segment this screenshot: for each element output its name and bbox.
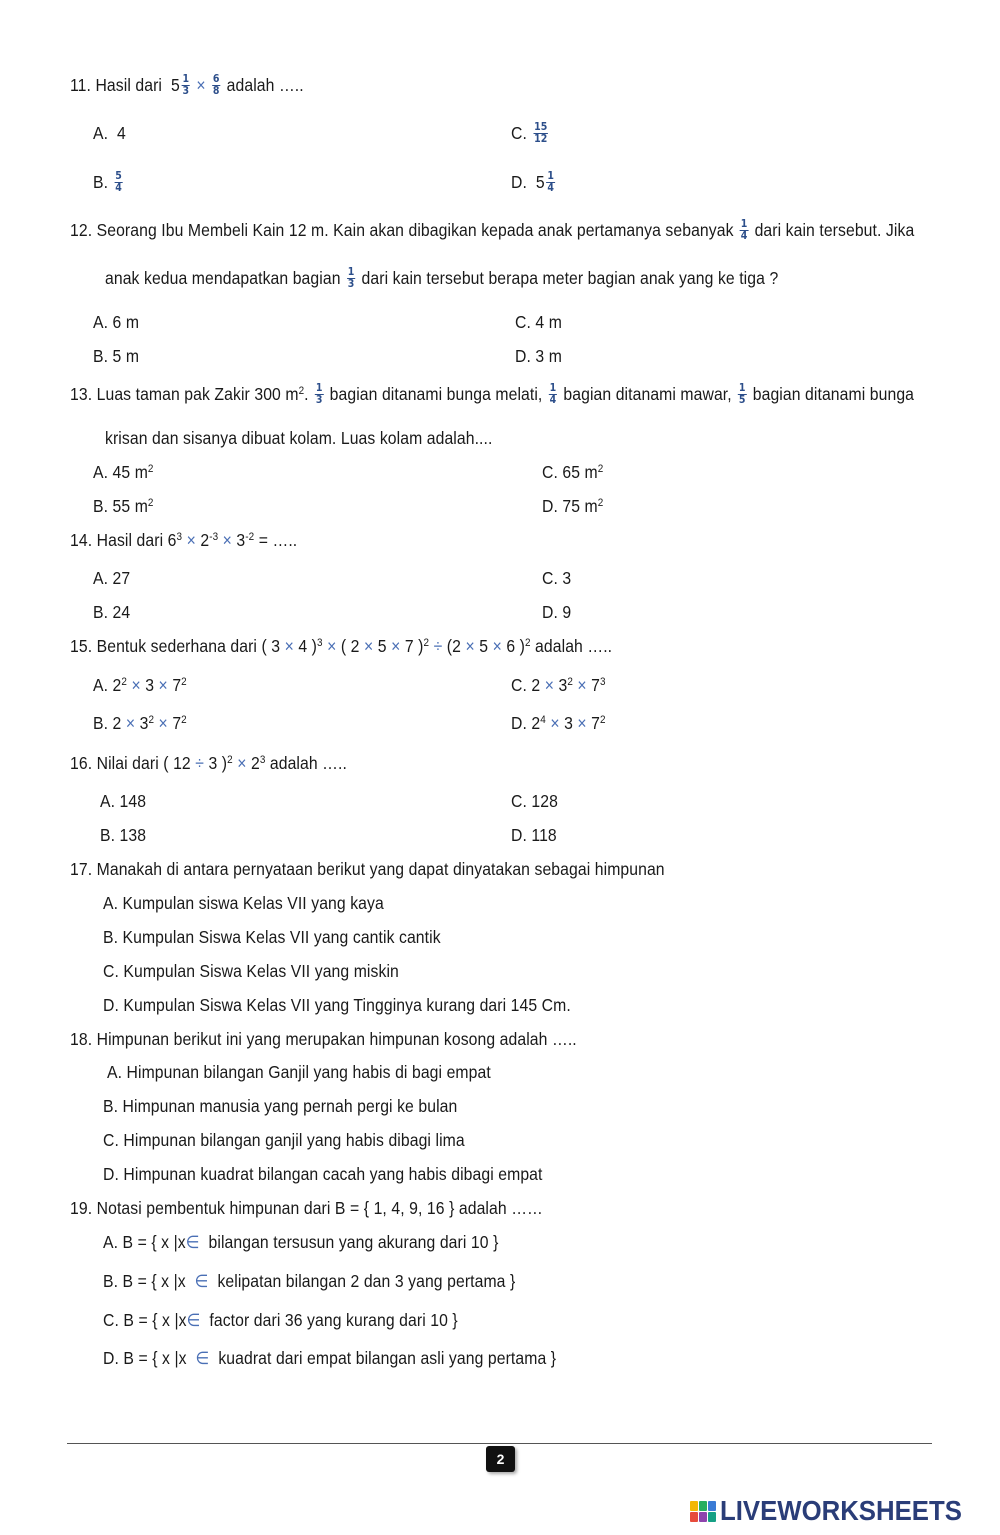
- question-16-stem: 16. Nilai dari ( 12 ÷ 3 )$^2 \times 2^3$ adalah …..: [70, 753, 347, 773]
- question-17-option-b[interactable]: B. Kumpulan Siswa Kelas VII yang cantik cantik: [103, 927, 441, 947]
- question-19-option-b[interactable]: B. B = { x |x ∈ kelipatan bilangan 2 dan 3 yang pertama }: [103, 1271, 516, 1291]
- question-13-option-d[interactable]: D. 75 $m^2$: [542, 496, 604, 516]
- question-16-option-a[interactable]: A. 148: [100, 791, 147, 811]
- question-19-option-a[interactable]: A. B = { x |x∈ bilangan tersusun yang akurang dari 10 }: [103, 1232, 499, 1252]
- question-18-option-c[interactable]: C. Himpunan bilangan ganjil yang habis dibagi lima: [103, 1130, 465, 1150]
- question-13-stem-line2: krisan dan sisanya dibuat kolam. Luas kolam adalah....: [105, 428, 493, 448]
- question-12-option-b[interactable]: B. 5 m: [93, 346, 140, 366]
- footer-divider: [67, 1443, 932, 1444]
- question-18-stem: 18. Himpunan berikut ini yang merupakan himpunan kosong adalah …..: [70, 1029, 577, 1049]
- question-15-option-c[interactable]: C. $2 \times 3^2 \times 7^3$: [511, 675, 606, 695]
- question-11-option-a[interactable]: A. 4: [93, 123, 126, 143]
- question-19-stem: 19. Notasi pembentuk himpunan dari B = { 1, 4, 9, 16 } adalah ……: [70, 1198, 543, 1218]
- question-18-option-b[interactable]: B. Himpunan manusia yang pernah pergi ke bulan: [103, 1096, 458, 1116]
- question-11-option-d[interactable]: D. 5 $\frac{1}{4}$: [511, 169, 555, 194]
- question-14-option-d[interactable]: D. 9: [542, 602, 572, 622]
- question-17-option-a[interactable]: A. Kumpulan siswa Kelas VII yang kaya: [103, 893, 384, 913]
- question-12-stem-line2: anak kedua mendapatkan bagian $\frac{1}{3}$ dari kain tersebut berapa meter bagian anak yang ke tiga ?: [105, 265, 779, 290]
- question-17-option-c[interactable]: C. Kumpulan Siswa Kelas VII yang miskin: [103, 961, 399, 981]
- question-19-option-d[interactable]: D. B = { x |x ∈ kuadrat dari empat bilangan asli yang pertama }: [103, 1348, 557, 1368]
- question-17-option-d[interactable]: D. Kumpulan Siswa Kelas VII yang Tingginya kurang dari 145 Cm.: [103, 995, 571, 1015]
- question-15-option-a[interactable]: A. $2^2 \times 3 \times 7^2$: [93, 675, 187, 695]
- question-11-option-c[interactable]: C. $\frac{15}{12}$: [511, 120, 548, 145]
- question-16-option-c[interactable]: C. 128: [511, 791, 558, 811]
- fraction-6-8: $\frac{6}{8}$: [212, 72, 220, 97]
- question-14-option-b[interactable]: B. 24: [93, 602, 131, 622]
- question-17-stem: 17. Manakah di antara pernyataan berikut yang dapat dinyatakan sebagai himpunan: [70, 859, 665, 879]
- question-18-option-a[interactable]: A. Himpunan bilangan Ganjil yang habis di bagi empat: [107, 1062, 491, 1082]
- question-12-option-a[interactable]: A. 6 m: [93, 312, 140, 332]
- liveworksheets-brand[interactable]: [690, 1494, 983, 1528]
- question-13-option-b[interactable]: B. 55 $m^2$: [93, 496, 154, 516]
- question-12-option-d[interactable]: D. 3 m: [515, 346, 562, 366]
- question-11-stem: 11. Hasil dari 5 $\frac{1}{3}$ × $\frac{6}{8}$ adalah …..: [70, 72, 304, 97]
- question-11-option-b[interactable]: B. $\frac{5}{4}$: [93, 169, 122, 194]
- question-18-option-d[interactable]: D. Himpunan kuadrat bilangan cacah yang habis dibagi empat: [103, 1164, 543, 1184]
- question-13-option-a[interactable]: A. 45 $m^2$: [93, 462, 154, 482]
- question-12-stem-line1: 12. Seorang Ibu Membeli Kain 12 m. Kain akan dibagikan kepada anak pertamanya sebanyak $\frac{1}{4}$ dari kain tersebut. Jika: [70, 217, 915, 242]
- fraction-1-3: $\frac{1}{3}$: [182, 72, 190, 97]
- question-15-option-d[interactable]: D. $2^4 \times 3 \times 7^2$: [511, 713, 606, 733]
- question-12-option-c[interactable]: C. 4 m: [515, 312, 562, 332]
- question-16-option-b[interactable]: B. 138: [100, 825, 147, 845]
- question-14-stem: 14. Hasil dari $6^3 \times 2^{-3} \times 3^{-2}$ = …..: [70, 530, 298, 550]
- question-16-option-d[interactable]: D. 118: [511, 825, 557, 845]
- question-14-option-c[interactable]: C. 3: [542, 568, 572, 588]
- question-15-stem: 15. Bentuk sederhana dari ( 3 × 4 )$^3$ × ( 2 × 5 × 7 )$^2$ ÷ (2 × 5 × 6 )$^2$ adalah …..: [70, 636, 613, 656]
- question-19-option-c[interactable]: C. B = { x |x∈ factor dari 36 yang kurang dari 10 }: [103, 1310, 458, 1330]
- question-13-stem-line1: 13. Luas taman pak Zakir 300 $m^2$. $\frac{1}{3}$ bagian ditanami bunga melati, $\frac{1}{4}$ bagian ditanami mawar, $\frac{1}{5}$ bagian ditanami bunga: [70, 381, 915, 406]
- brand-name: LIVEWORKSHEETS: [720, 1495, 962, 1526]
- question-13-option-c[interactable]: C. 65 $m^2$: [542, 462, 604, 482]
- question-15-option-b[interactable]: B. $2 \times 3^2 \times 7^2$: [93, 713, 187, 733]
- question-14-option-a[interactable]: A. 27: [93, 568, 131, 588]
- liveworksheets-logo-icon: [690, 1501, 716, 1522]
- page-number-badge: 2: [486, 1446, 515, 1472]
